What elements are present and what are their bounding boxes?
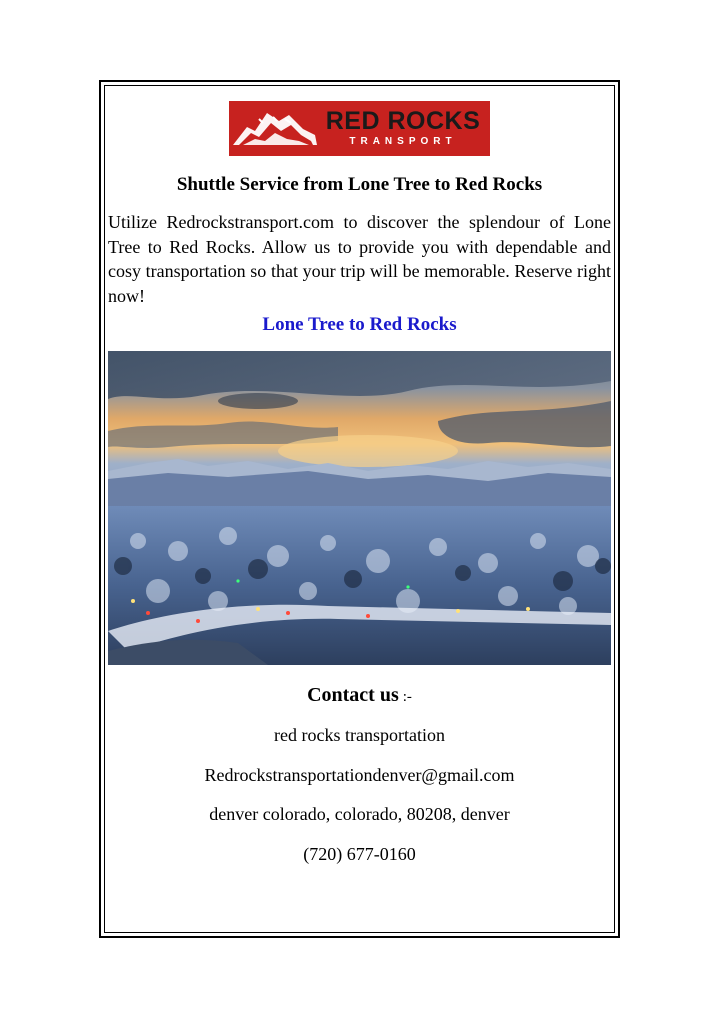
contact-address: denver colorado, colorado, 80208, denver xyxy=(209,804,510,824)
contact-heading xyxy=(108,681,611,711)
sunset-town-image xyxy=(108,351,611,665)
contact-name: red rocks transportation xyxy=(274,725,445,745)
logo-title: RED ROCKS xyxy=(325,107,481,135)
page-title: Shuttle Service from Lone Tree to Red Rocks xyxy=(176,174,543,195)
contact-heading-separator: :- xyxy=(402,689,412,705)
logo-subtitle: TRANSPORT xyxy=(349,136,457,147)
lone-tree-link[interactable]: Lone Tree to Red Rocks xyxy=(262,314,457,335)
red-rocks-logo xyxy=(229,101,490,156)
landscape-photo xyxy=(108,351,611,665)
contact-email[interactable]: Redrockstransportationdenver@gmail.com xyxy=(204,765,515,785)
contact-heading-label: Contact us xyxy=(307,684,399,706)
contact-phone[interactable]: (720) 677-0160 xyxy=(303,844,416,864)
description-paragraph: Utilize Redrockstransport.com to discover the splendour of Lone Tree to Red Rocks. Allow us to provide you with dependable and cosy transportation so that your trip will be memorable. Reserve right now! xyxy=(108,212,611,306)
